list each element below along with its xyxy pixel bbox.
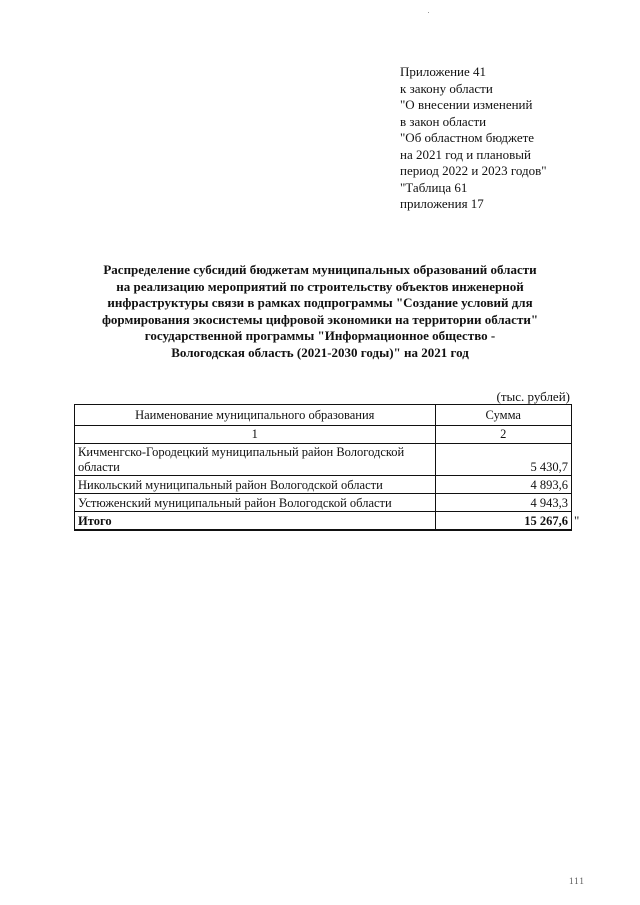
municipality-name: Никольский муниципальный район Вологодской области	[75, 476, 436, 494]
name-line: области	[78, 460, 120, 474]
table-row	[75, 444, 572, 476]
scan-speck	[428, 12, 429, 13]
total-label: Итого	[75, 512, 436, 531]
table-row	[75, 476, 572, 494]
page-number: 111	[569, 876, 585, 886]
total-amount: 15 267,6	[435, 512, 571, 531]
column-number: 2	[435, 426, 571, 444]
appendix-line: Приложение 41	[400, 64, 487, 79]
appendix-line: в закон области	[400, 113, 487, 129]
header-amount: Сумма	[435, 405, 571, 426]
amount-cell: 4 893,6	[435, 476, 571, 494]
amount-cell: 4 943,3	[435, 494, 571, 512]
units-label: (тыс. рублей)	[496, 389, 570, 404]
appendix-line: период 2022 и 2023 годов"	[400, 163, 547, 178]
total-row	[75, 512, 572, 531]
municipality-name: Устюженский муниципальный район Вологодской области	[75, 494, 436, 512]
amount-cell: 5 430,7	[435, 444, 571, 476]
subsidy-table	[74, 404, 572, 531]
name-line: Кичменгско-Городецкий муниципальный район Вологодской	[78, 445, 405, 459]
table-header-row	[75, 405, 572, 426]
appendix-line: "О внесении изменений	[400, 97, 533, 112]
closing-quote: "	[574, 513, 580, 528]
column-number-row	[75, 426, 572, 444]
appendix-line: "Об областном бюджете	[400, 130, 535, 145]
appendix-line: к закону области	[400, 80, 493, 96]
title-line: на реализацию мероприятий по строительству объектов инженерной	[116, 278, 524, 294]
table-row	[75, 494, 572, 512]
title-line: Распределение субсидий бюджетам муниципальных образований области	[103, 262, 537, 277]
municipality-name	[75, 444, 436, 476]
appendix-line: "Таблица 61	[400, 179, 468, 195]
title-line: государственной программы "Информационное общество -	[144, 328, 496, 344]
appendix-line: приложения 17	[400, 196, 484, 211]
appendix-header	[400, 64, 547, 213]
title-line: инфраструктуры связи в рамках подпрограммы "Создание условий для	[107, 295, 533, 311]
title-line: формирования экосистемы цифровой экономики на территории области"	[101, 311, 539, 327]
appendix-line: на 2021 год и плановый	[400, 146, 531, 162]
header-municipality: Наименование муниципального образования	[75, 405, 436, 426]
title-line: Вологодская область (2021-2030 годы)" на 2021 год	[171, 344, 469, 360]
column-number: 1	[75, 426, 436, 444]
document-title	[80, 262, 560, 362]
